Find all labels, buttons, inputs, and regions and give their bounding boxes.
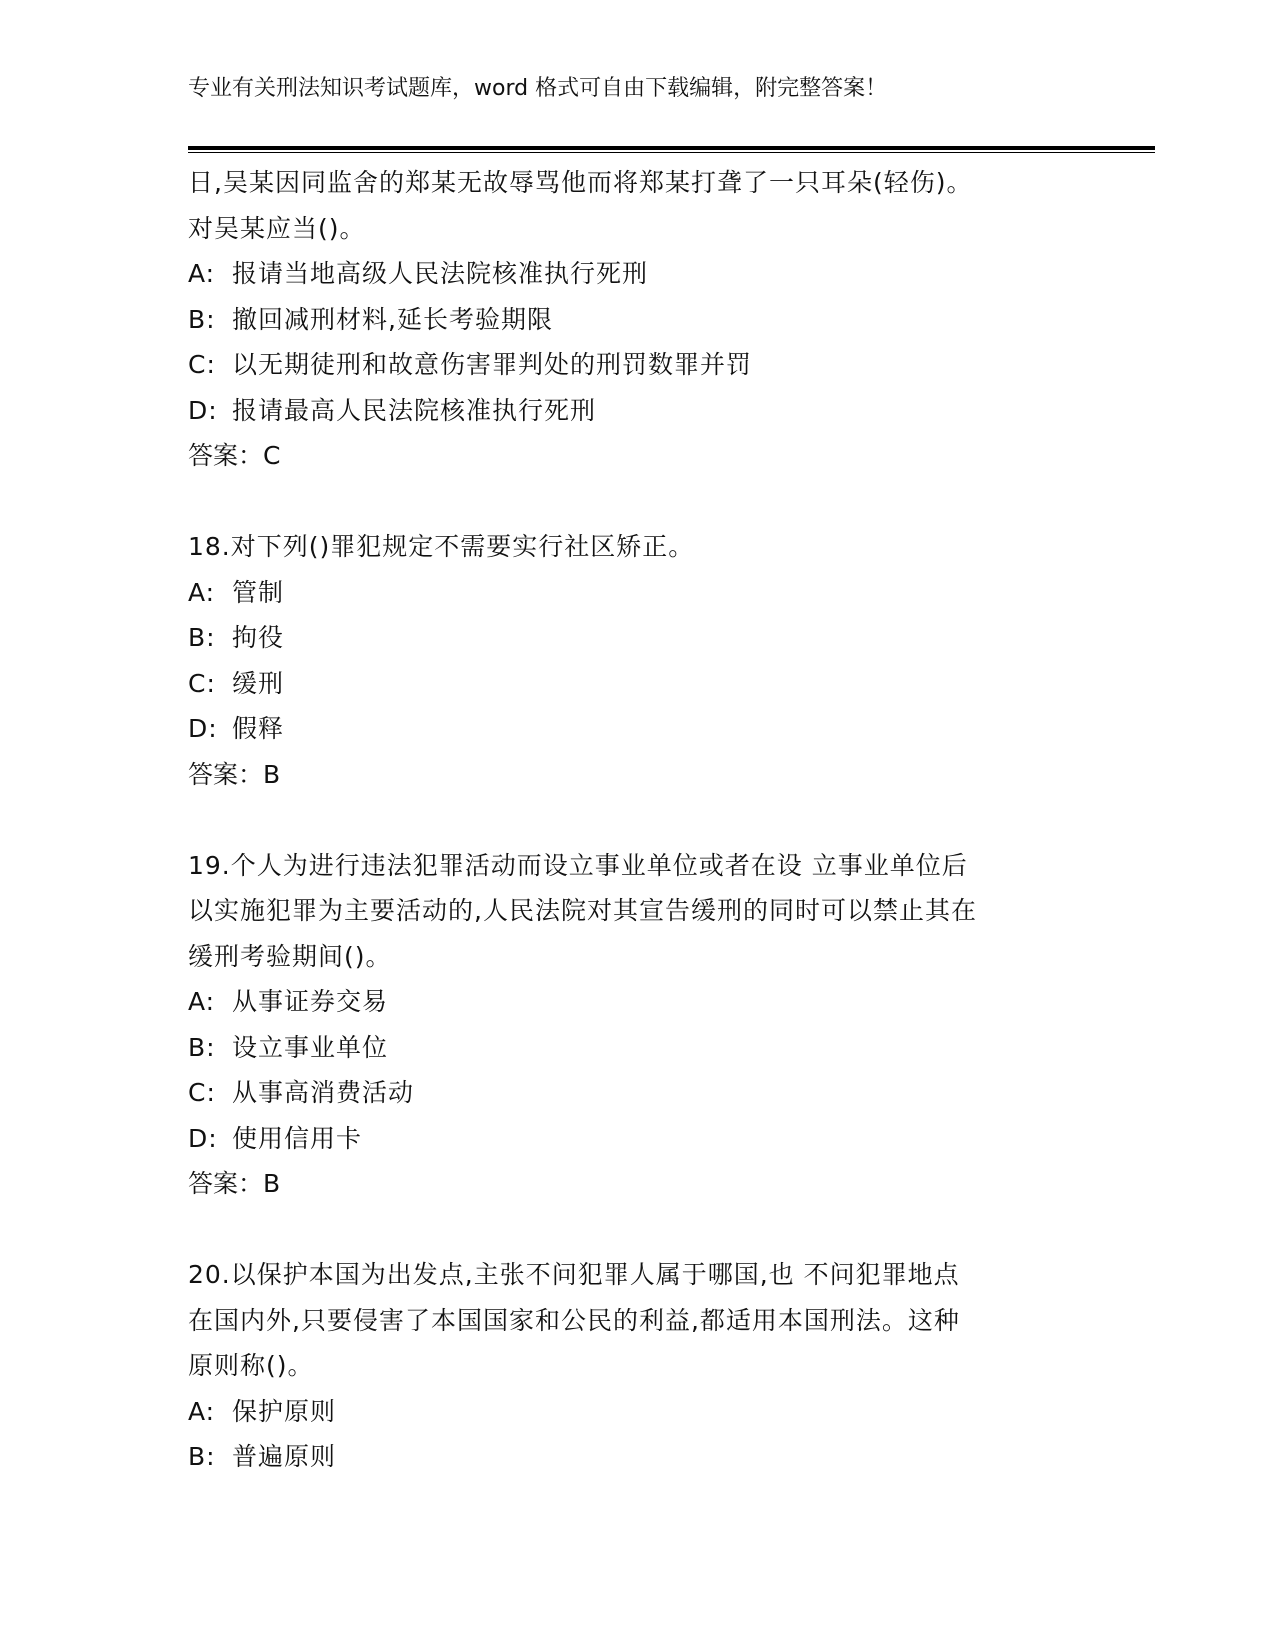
option-text: 管制 xyxy=(232,577,285,607)
option-a xyxy=(188,979,1155,1025)
option-text: 从事高消费活动 xyxy=(232,1078,415,1107)
option-d xyxy=(188,388,1155,434)
option-b xyxy=(188,1434,1155,1480)
option-label: B: xyxy=(188,1032,216,1062)
option-a xyxy=(188,251,1155,297)
answer-line: 答案：B xyxy=(188,1169,281,1198)
option-label: D: xyxy=(188,714,218,743)
option-text: 缓刑 xyxy=(232,668,285,698)
question-stem-line: 对吴某应当()。 xyxy=(188,213,366,243)
option-label: A: xyxy=(188,259,216,288)
question-stem-line: 原则称()。 xyxy=(188,1351,314,1380)
option-label: A: xyxy=(188,1396,216,1426)
question-stem-line: 20.以保护本国为出发点,主张不问犯罪人属于哪国,也 不问犯罪地点 xyxy=(188,1260,960,1289)
option-label: B: xyxy=(188,623,216,652)
option-b xyxy=(188,1025,1155,1071)
option-text: 设立事业单位 xyxy=(232,1032,389,1062)
option-b xyxy=(188,615,1155,661)
option-text: 报请当地高级人民法院核准执行死刑 xyxy=(232,259,649,288)
question-stem-line: 以实施犯罪为主要活动的,人民法院对其宣告缓刑的同时可以禁止其在 xyxy=(188,896,977,925)
option-label: C: xyxy=(188,668,216,698)
option-label: B: xyxy=(188,304,216,334)
option-d xyxy=(188,1116,1155,1162)
option-label: B: xyxy=(188,1442,216,1471)
question-stem-line: 缓刑考验期间()。 xyxy=(188,941,392,971)
option-label: A: xyxy=(188,577,216,607)
question-stem-line: 18.对下列()罪犯规定不需要实行社区矫正。 xyxy=(188,532,695,561)
option-b xyxy=(188,297,1155,343)
option-c xyxy=(188,1070,1155,1116)
question-18 xyxy=(188,524,1155,797)
page-header: 专业有关刑法知识考试题库，word 格式可自由下载编辑，附完整答案！ xyxy=(188,76,888,101)
question-17 xyxy=(188,160,1155,479)
question-list xyxy=(188,160,1155,1480)
spacer xyxy=(188,797,1155,843)
option-text: 保护原则 xyxy=(232,1396,337,1426)
question-stem-line: 在国内外,只要侵害了本国国家和公民的利益,都适用本国刑法。这种 xyxy=(188,1305,960,1335)
option-text: 使用信用卡 xyxy=(232,1123,363,1153)
option-text: 普遍原则 xyxy=(232,1442,337,1471)
option-text: 报请最高人民法院核准执行死刑 xyxy=(232,395,597,425)
option-c xyxy=(188,661,1155,707)
answer-line: 答案：B xyxy=(188,759,281,789)
option-label: A: xyxy=(188,987,216,1016)
question-stem-line: 19.个人为进行违法犯罪活动而设立事业单位或者在设 立事业单位后 xyxy=(188,850,968,880)
header-rule-thin xyxy=(188,152,1155,153)
option-a xyxy=(188,1389,1155,1435)
option-c xyxy=(188,342,1155,388)
option-label: C: xyxy=(188,350,216,379)
question-20 xyxy=(188,1252,1155,1480)
option-label: D: xyxy=(188,395,218,425)
option-a xyxy=(188,570,1155,616)
option-text: 拘役 xyxy=(232,623,285,652)
option-label: D: xyxy=(188,1123,218,1153)
option-text: 以无期徒刑和故意伤害罪判处的刑罚数罪并罚 xyxy=(232,350,753,379)
option-text: 假释 xyxy=(232,714,285,743)
option-d xyxy=(188,706,1155,752)
spacer xyxy=(188,1207,1155,1253)
header-rule-thick xyxy=(188,146,1155,150)
option-label: C: xyxy=(188,1078,216,1107)
question-stem-line: 日,吴某因同监舍的郑某无故辱骂他而将郑某打聋了一只耳朵(轻伤)。 xyxy=(188,168,973,197)
spacer xyxy=(188,479,1155,525)
option-text: 从事证券交易 xyxy=(232,987,389,1016)
answer-line: 答案：C xyxy=(188,441,281,470)
question-19 xyxy=(188,843,1155,1207)
option-text: 撤回减刑材料,延长考验期限 xyxy=(232,304,553,334)
